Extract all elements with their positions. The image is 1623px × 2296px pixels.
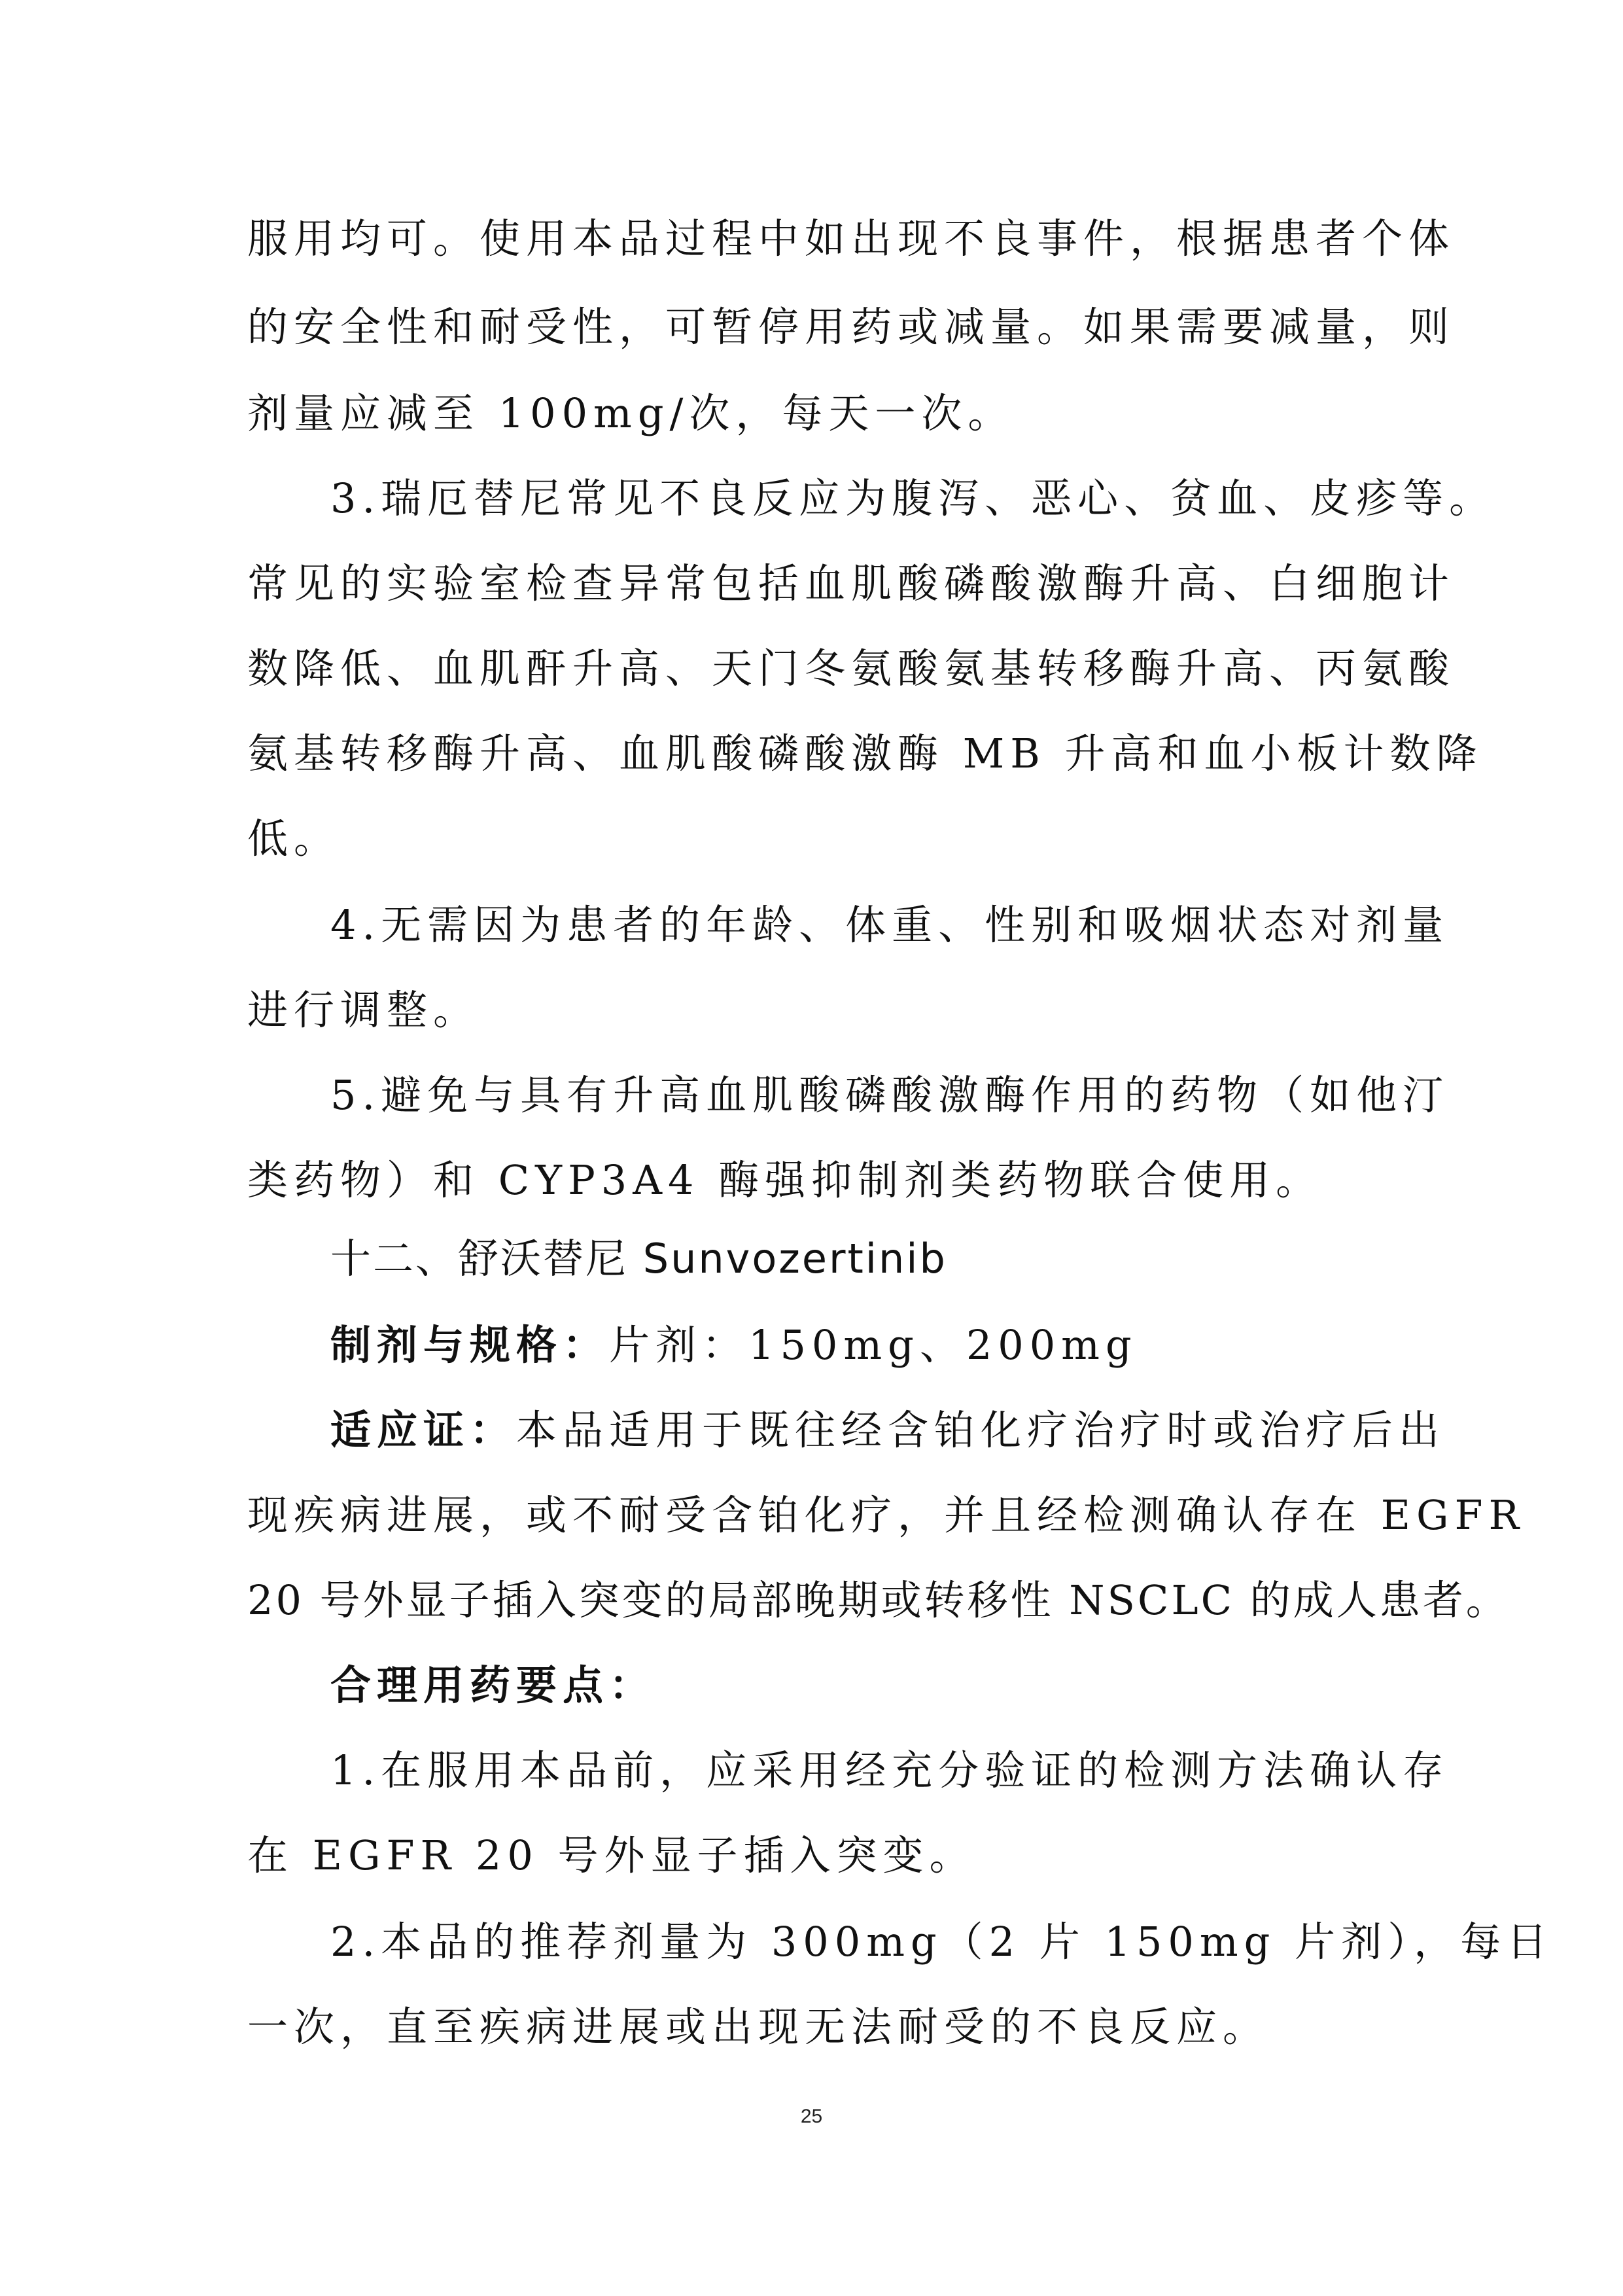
body-text-line: 服用均可。使用本品过程中如出现不良事件，根据患者个体	[247, 215, 1456, 262]
formulation-line	[330, 1319, 1138, 1371]
indication-text: 本品适用于既往经含铂化疗治疗时或治疗后出	[516, 1406, 1446, 1454]
rational-use-line: 在 EGFR 20 号外显子插入突变。	[247, 1831, 976, 1879]
indication-line: 20 号外显子插入突变的局部晚期或转移性 NSCLC 的成人患者。	[247, 1576, 1509, 1624]
rational-use-line: 一次，直至疾病进展或出现无法耐受的不良反应。	[247, 2003, 1270, 2051]
indication-line	[330, 1404, 1445, 1457]
section-heading: 十二、舒沃替尼 Sunvozertinib	[330, 1235, 947, 1282]
body-text-line: 3.瑞厄替尼常见不良反应为腹泻、恶心、贫血、皮疹等。	[330, 474, 1496, 522]
page-number: 25	[800, 2106, 823, 2127]
formulation-text: 片剂：150mg、200mg	[609, 1321, 1138, 1369]
formulation-label: 制剂与规格：	[330, 1321, 610, 1369]
rational-use-heading: 合理用药要点：	[330, 1661, 656, 1709]
body-text-line: 4.无需因为患者的年龄、体重、性别和吸烟状态对剂量	[330, 901, 1450, 949]
body-text-line: 类药物）和 CYP3A4 酶强抑制剂类药物联合使用。	[247, 1156, 1323, 1204]
indication-line: 现疾病进展，或不耐受含铂化疗，并且经检测确认存在 EGFR	[247, 1491, 1526, 1539]
body-text-line: 氨基转移酶升高、血肌酸磷酸激酶 MB 升高和血小板计数降	[247, 730, 1483, 777]
body-text-line: 剂量应减至 100mg/次，每天一次。	[247, 389, 1015, 437]
rational-use-line: 2.本品的推荐剂量为 300mg（2 片 150mg 片剂），每日	[330, 1918, 1554, 1966]
body-text-line: 常见的实验室检查异常包括血肌酸磷酸激酶升高、白细胞计	[247, 559, 1456, 607]
body-text-line: 进行调整。	[247, 986, 480, 1034]
indication-label: 适应证：	[330, 1406, 517, 1454]
body-text-line: 的安全性和耐受性，可暂停用药或减量。如果需要减量，则	[247, 303, 1456, 351]
body-text-line: 数降低、血肌酐升高、天门冬氨酸氨基转移酶升高、丙氨酸	[247, 645, 1456, 692]
body-text-line: 5.避免与具有升高血肌酸磷酸激酶作用的药物（如他汀	[330, 1071, 1450, 1119]
body-text-line: 低。	[247, 815, 341, 862]
rational-use-line: 1.在服用本品前，应采用经充分验证的检测方法确认存	[330, 1746, 1450, 1794]
